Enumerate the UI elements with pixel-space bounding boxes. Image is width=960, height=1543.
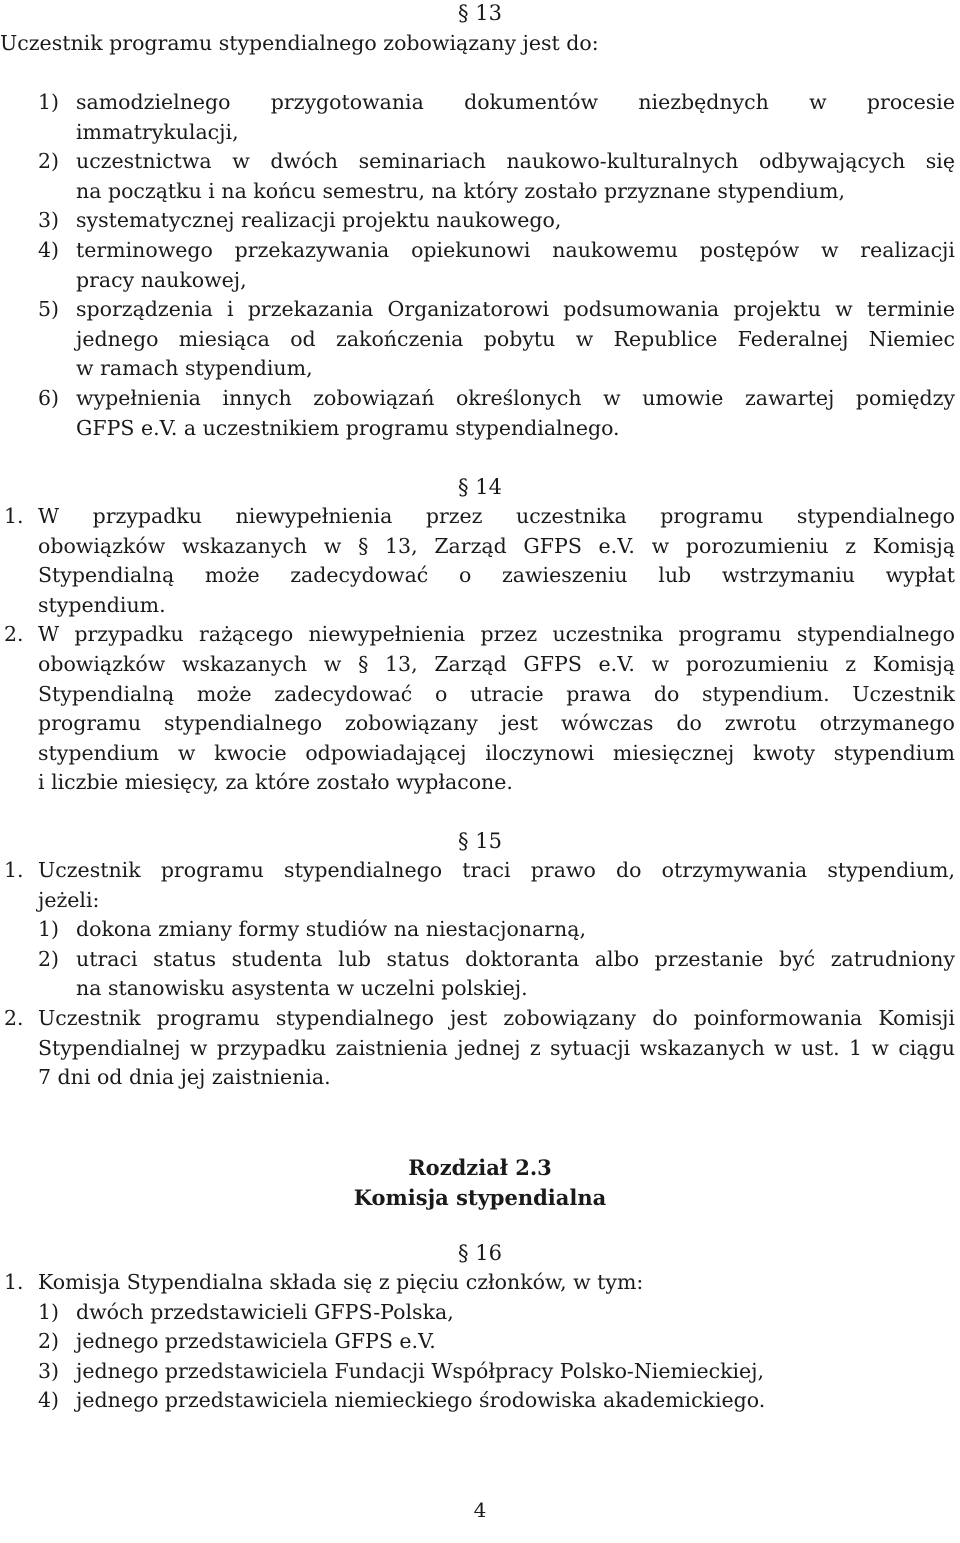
- paragraph-line: dokona zmiany formy studiów na niestacjonarną,: [76, 917, 586, 942]
- page-number: 4: [473, 1498, 487, 1522]
- paragraph-line: na początku i na końcu semestru, na który zostało przyznane stypendium,: [76, 178, 845, 203]
- chapter-subtitle: Komisja stypendialna: [353, 1185, 607, 1210]
- paragraph-line: stypendium w kwocie odpowiadającej iloczynowi miesięcznej kwoty stypendium: [38, 740, 955, 765]
- paragraph-line: obowiązków wskazanych w § 13, Zarząd GFPS e.V. w porozumieniu z Komisją: [38, 652, 955, 676]
- paragraph-line: w ramach stypendium,: [76, 356, 313, 381]
- item-number: 4): [38, 238, 60, 262]
- item-number: 2): [38, 149, 60, 174]
- paragraph-line: sporządzenia i przekazania Organizatorowi podsumowania projektu w terminie: [76, 297, 955, 322]
- paragraph-line: systematycznej realizacji projektu naukowego,: [76, 208, 562, 233]
- paragraph-line: obowiązków wskazanych w § 13, Zarząd GFPS e.V. w porozumieniu z Komisją: [38, 533, 955, 558]
- paragraph-line: wypełnienia innych zobowiązań określonych w umowie zawartej pomiędzy: [76, 386, 955, 410]
- section-heading-13: § 13: [458, 1, 502, 25]
- paragraph-line: samodzielnego przygotowania dokumentów niezbędnych w procesie: [76, 90, 955, 114]
- item-number: 2): [38, 946, 60, 971]
- item-number: 3): [38, 1358, 60, 1383]
- item-number: 5): [38, 297, 60, 322]
- paragraph-line: stypendium.: [38, 592, 166, 617]
- paragraph-line: jednego przedstawiciela Fundacji Współpracy Polsko-Niemieckiej,: [76, 1358, 765, 1383]
- section-13-intro: Uczestnik programu stypendialnego zobowiązany jest do:: [0, 31, 599, 55]
- section-heading-15: § 15: [458, 829, 502, 853]
- item-number: 6): [38, 386, 60, 410]
- paragraph-line: Stypendialną może zadecydować o zawieszeniu lub wstrzymaniu wypłat: [38, 563, 955, 588]
- paragraph-line: jednego miesiąca od zakończenia pobytu w Republice Federalnej Niemiec: [76, 326, 955, 351]
- paragraph-line: W przypadku niewypełnienia przez uczestnika programu stypendialnego: [38, 504, 955, 528]
- paragraph-line: 7 dni od dnia jej zaistnienia.: [38, 1065, 331, 1090]
- paragraph-line: jednego przedstawiciela niemieckiego środowiska akademickiego.: [76, 1388, 766, 1413]
- paragraph-line: jeżeli:: [38, 887, 100, 912]
- paragraph-line: immatrykulacji,: [76, 119, 239, 144]
- paragraph-line: Stypendialnej w przypadku zaistnienia jednej z sytuacji wskazanych w ust. 1 w ciągu: [38, 1035, 955, 1060]
- item-number: 1.: [4, 504, 24, 528]
- paragraph-line: uczestnictwa w dwóch seminariach naukowo-kulturalnych odbywających się: [76, 149, 955, 174]
- item-number: 2.: [4, 1006, 24, 1030]
- paragraph-line: na stanowisku asystenta w uczelni polskiej.: [76, 976, 528, 1001]
- chapter-title: Rozdział 2.3: [408, 1155, 552, 1180]
- paragraph-line: Uczestnik programu stypendialnego jest zobowiązany do poinformowania Komisji: [38, 1006, 955, 1030]
- item-number: 1.: [4, 1270, 24, 1294]
- paragraph-line: dwóch przedstawicieli GFPS-Polska,: [76, 1299, 454, 1324]
- paragraph-line: i liczbie miesięcy, za które zostało wypłacone.: [38, 770, 513, 795]
- paragraph-line: Komisja Stypendialna składa się z pięciu członków, w tym:: [38, 1270, 644, 1294]
- item-number: 1): [38, 917, 60, 942]
- section-heading-16: § 16: [458, 1241, 502, 1265]
- paragraph-line: terminowego przekazywania opiekunowi naukowemu postępów w realizacji: [76, 238, 955, 262]
- item-number: 4): [38, 1388, 60, 1413]
- paragraph-line: pracy naukowej,: [76, 267, 247, 292]
- paragraph-line: W przypadku rażącego niewypełnienia przez uczestnika programu stypendialnego: [38, 622, 955, 647]
- paragraph-line: programu stypendialnego zobowiązany jest wówczas do zwrotu otrzymanego: [38, 711, 955, 736]
- item-number: 1): [38, 90, 60, 114]
- paragraph-line: GFPS e.V. a uczestnikiem programu stypendialnego.: [76, 415, 620, 440]
- paragraph-line: utraci status studenta lub status doktoranta albo przestanie być zatrudniony: [76, 946, 955, 971]
- item-number: 2.: [4, 622, 24, 647]
- section-heading-14: § 14: [458, 475, 502, 499]
- item-number: 3): [38, 208, 60, 233]
- item-number: 1.: [4, 858, 24, 882]
- paragraph-line: Stypendialną może zadecydować o utracie prawa do stypendium. Uczestnik: [38, 681, 955, 706]
- item-number: 1): [38, 1299, 60, 1324]
- paragraph-line: Uczestnik programu stypendialnego traci prawo do otrzymywania stypendium,: [38, 858, 955, 882]
- paragraph-line: jednego przedstawiciela GFPS e.V.: [76, 1329, 436, 1354]
- item-number: 2): [38, 1329, 60, 1354]
